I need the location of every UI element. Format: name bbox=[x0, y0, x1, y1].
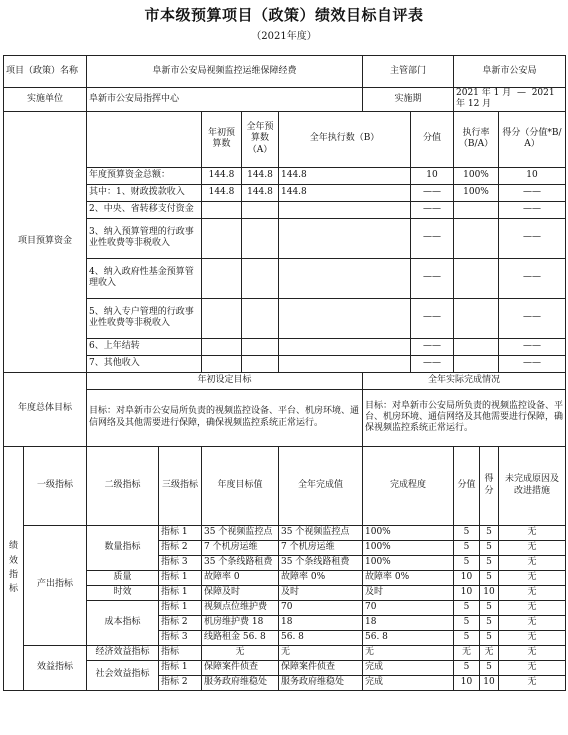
actual-goal-text: 目标：对阜新市公安局所负责的视频监控设备、平台、机房环境、通信网络及其他需要进行保障，确保视频监控系统正常运行。 bbox=[363, 389, 566, 446]
budget-row-label: 其中：1、财政拨款收入 bbox=[87, 184, 202, 201]
indicator-got: 5 bbox=[480, 600, 499, 615]
period-value bbox=[454, 88, 566, 112]
indicator-reason: 无 bbox=[499, 525, 566, 540]
budget-row-label: 年度预算资金总额： bbox=[87, 167, 202, 184]
indicator-level3: 指标 1 bbox=[159, 660, 202, 675]
indicator-got: 5 bbox=[480, 615, 499, 630]
h-level1: 一级指标 bbox=[24, 446, 87, 525]
economic-label: 经济效益指标 bbox=[87, 645, 159, 660]
indicator-got: 10 bbox=[480, 675, 499, 690]
indicator-actual: 及时 bbox=[279, 585, 363, 600]
quality-label: 质量 bbox=[87, 570, 159, 585]
indicator-level3: 指标 1 bbox=[159, 600, 202, 615]
budget-initial: 144.8 bbox=[202, 167, 242, 184]
indicator-degree: 56. 8 bbox=[363, 630, 454, 645]
indicator-actual: 70 bbox=[279, 600, 363, 615]
indicator-got: 5 bbox=[480, 525, 499, 540]
indicator-actual: 18 bbox=[279, 615, 363, 630]
col-executed: 全年执行数（B） bbox=[279, 111, 411, 167]
indicator-reason: 无 bbox=[499, 615, 566, 630]
budget-initial bbox=[202, 258, 242, 298]
indicator-actual: 56. 8 bbox=[279, 630, 363, 645]
indicator-degree: 完成 bbox=[363, 660, 454, 675]
indicator-score: 10 bbox=[454, 675, 480, 690]
indicator-score: 5 bbox=[454, 540, 480, 555]
cost-label: 成本指标 bbox=[87, 600, 159, 645]
dept-label: 主管部门 bbox=[363, 56, 454, 88]
indicator-degree: 100% bbox=[363, 540, 454, 555]
indicator-got: 5 bbox=[480, 660, 499, 675]
h-level2: 二级指标 bbox=[87, 446, 159, 525]
indicator-reason: 无 bbox=[499, 585, 566, 600]
page-title: 市本级预算项目（政策）绩效目标自评表 bbox=[144, 6, 424, 24]
indicator-degree: 70 bbox=[363, 600, 454, 615]
indicator-level3: 指标 2 bbox=[159, 540, 202, 555]
project-name: 阜新市公安局视频监控运维保障经费 bbox=[87, 56, 363, 88]
indicator-reason: 无 bbox=[499, 540, 566, 555]
indicator-level3: 指标 2 bbox=[159, 675, 202, 690]
budget-full: 144.8 bbox=[242, 167, 279, 184]
budget-row-label: 3、纳入预算管理的行政事业性收费等非税收入 bbox=[87, 218, 202, 258]
budget-got: —— bbox=[499, 218, 566, 258]
col-score: 分值 bbox=[411, 111, 454, 167]
indicator-got: 5 bbox=[480, 540, 499, 555]
budget-row-label: 6、上年结转 bbox=[87, 338, 202, 355]
indicator-reason: 无 bbox=[499, 570, 566, 585]
budget-score: —— bbox=[411, 184, 454, 201]
dept-value: 阜新市公安局 bbox=[454, 56, 566, 88]
indicator-score: 10 bbox=[454, 570, 480, 585]
budget-got: —— bbox=[499, 184, 566, 201]
h-reason: 未完成原因及改进措施 bbox=[499, 446, 566, 525]
budget-exec bbox=[279, 355, 411, 372]
budget-row-label: 7、其他收入 bbox=[87, 355, 202, 372]
h-level3: 三级指标 bbox=[159, 446, 202, 525]
indicators-section-label: 绩效指标 bbox=[4, 446, 24, 690]
budget-score: 10 bbox=[411, 167, 454, 184]
planned-goal-text: 目标：对阜新市公安局所负责的视频监控设备、平台、机房环境、通信网络及其他需要进行保障，确保视频监控系统正常运行。 bbox=[87, 389, 363, 446]
col-exec-rate: 执行率（B/A） bbox=[454, 111, 499, 167]
budget-rate bbox=[454, 338, 499, 355]
time-label: 时效 bbox=[87, 585, 159, 600]
indicator-actual: 7 个机房运维 bbox=[279, 540, 363, 555]
indicator-score: 5 bbox=[454, 600, 480, 615]
budget-initial: 144.8 bbox=[202, 184, 242, 201]
budget-full: 144.8 bbox=[242, 184, 279, 201]
indicator-target: 保障案件侦查 bbox=[202, 660, 279, 675]
budget-section-label: 项目预算资金 bbox=[4, 111, 87, 372]
goals-section-label: 年度总体目标 bbox=[4, 372, 87, 446]
budget-score: —— bbox=[411, 201, 454, 218]
planned-goal-header: 年初设定目标 bbox=[87, 372, 363, 389]
indicator-reason: 无 bbox=[499, 660, 566, 675]
indicator-score: 5 bbox=[454, 660, 480, 675]
budget-exec: 144.8 bbox=[279, 167, 411, 184]
budget-exec bbox=[279, 298, 411, 338]
budget-rate bbox=[454, 298, 499, 338]
budget-got: —— bbox=[499, 338, 566, 355]
benefit-label: 效益指标 bbox=[24, 645, 87, 690]
budget-exec bbox=[279, 218, 411, 258]
indicator-score: 无 bbox=[454, 645, 480, 660]
period-start: 2021 年 1 月 bbox=[456, 88, 512, 98]
budget-initial bbox=[202, 218, 242, 258]
indicator-actual: 35 个视频监控点 bbox=[279, 525, 363, 540]
budget-initial bbox=[202, 338, 242, 355]
budget-score: —— bbox=[411, 355, 454, 372]
actual-goal-header: 全年实际完成情况 bbox=[363, 372, 566, 389]
budget-score: —— bbox=[411, 218, 454, 258]
indicator-score: 5 bbox=[454, 630, 480, 645]
indicator-reason: 无 bbox=[499, 600, 566, 615]
indicator-level3: 指标 1 bbox=[159, 570, 202, 585]
project-name-label: 项目（政策）名称 bbox=[4, 56, 87, 88]
indicator-degree: 100% bbox=[363, 555, 454, 570]
indicator-level3: 指标 3 bbox=[159, 555, 202, 570]
indicator-level3: 指标 1 bbox=[159, 525, 202, 540]
budget-rate bbox=[454, 355, 499, 372]
budget-got: —— bbox=[499, 298, 566, 338]
h-got: 得分 bbox=[480, 446, 499, 525]
indicator-degree: 无 bbox=[363, 645, 454, 660]
budget-got: 10 bbox=[499, 167, 566, 184]
indicator-actual: 无 bbox=[279, 645, 363, 660]
budget-full bbox=[242, 298, 279, 338]
indicator-degree: 18 bbox=[363, 615, 454, 630]
budget-score: —— bbox=[411, 258, 454, 298]
indicator-got: 5 bbox=[480, 555, 499, 570]
budget-rate bbox=[454, 201, 499, 218]
indicator-degree: 及时 bbox=[363, 585, 454, 600]
budget-row-label: 2、中央、省转移支付资金 bbox=[87, 201, 202, 218]
unit-label: 实施单位 bbox=[4, 88, 87, 112]
budget-full bbox=[242, 355, 279, 372]
indicator-score: 10 bbox=[454, 585, 480, 600]
indicator-actual: 保障案件侦查 bbox=[279, 660, 363, 675]
indicator-target: 保障及时 bbox=[202, 585, 279, 600]
indicator-level3: 指标 bbox=[159, 645, 202, 660]
indicator-degree: 100% bbox=[363, 525, 454, 540]
h-actual: 全年完成值 bbox=[279, 446, 363, 525]
indicator-target: 机房维护费 18 bbox=[202, 615, 279, 630]
indicator-level3: 指标 2 bbox=[159, 615, 202, 630]
budget-exec bbox=[279, 201, 411, 218]
indicator-target: 故障率 0 bbox=[202, 570, 279, 585]
budget-rate bbox=[454, 218, 499, 258]
indicator-reason: 无 bbox=[499, 555, 566, 570]
indicator-degree: 故障率 0% bbox=[363, 570, 454, 585]
social-label: 社会效益指标 bbox=[87, 660, 159, 690]
col-initial-budget: 年初预算数 bbox=[202, 111, 242, 167]
period-separator: — bbox=[516, 88, 526, 98]
budget-full bbox=[242, 201, 279, 218]
indicator-target: 线路租金 56. 8 bbox=[202, 630, 279, 645]
period-label: 实施期 bbox=[363, 88, 454, 112]
budget-full bbox=[242, 338, 279, 355]
budget-exec bbox=[279, 338, 411, 355]
indicator-level3: 指标 1 bbox=[159, 585, 202, 600]
budget-row-label: 5、纳入专户管理的行政事业性收费等非税收入 bbox=[87, 298, 202, 338]
budget-exec bbox=[279, 258, 411, 298]
h-score: 分值 bbox=[454, 446, 480, 525]
unit-value: 阜新市公安局指挥中心 bbox=[87, 88, 363, 112]
indicator-got: 10 bbox=[480, 585, 499, 600]
indicator-score: 5 bbox=[454, 525, 480, 540]
budget-score: —— bbox=[411, 338, 454, 355]
indicator-target: 服务政府维稳处 bbox=[202, 675, 279, 690]
indicator-target: 视频点位维护费 bbox=[202, 600, 279, 615]
budget-rate: 100% bbox=[454, 184, 499, 201]
budget-got: —— bbox=[499, 355, 566, 372]
evaluation-table bbox=[3, 55, 566, 691]
budget-got: —— bbox=[499, 258, 566, 298]
indicator-reason: 无 bbox=[499, 675, 566, 690]
quantity-label: 数量指标 bbox=[87, 525, 159, 570]
period-end: 2021 年 12 月 bbox=[456, 88, 555, 110]
indicator-score: 5 bbox=[454, 615, 480, 630]
col-got-score: 得分（分值*B/A） bbox=[499, 111, 566, 167]
budget-rate bbox=[454, 258, 499, 298]
indicator-got: 5 bbox=[480, 570, 499, 585]
budget-score: —— bbox=[411, 298, 454, 338]
budget-full bbox=[242, 258, 279, 298]
indicator-actual: 故障率 0% bbox=[279, 570, 363, 585]
indicator-degree: 完成 bbox=[363, 675, 454, 690]
indicator-actual: 35 个条线路租费 bbox=[279, 555, 363, 570]
budget-full bbox=[242, 218, 279, 258]
indicator-target: 35 个条线路租费 bbox=[202, 555, 279, 570]
indicator-level3: 指标 3 bbox=[159, 630, 202, 645]
budget-initial bbox=[202, 201, 242, 218]
h-degree: 完成程度 bbox=[363, 446, 454, 525]
h-target: 年度目标值 bbox=[202, 446, 279, 525]
budget-initial bbox=[202, 298, 242, 338]
indicator-actual: 服务政府维稳处 bbox=[279, 675, 363, 690]
indicator-got: 5 bbox=[480, 630, 499, 645]
page-subtitle: （2021年度） bbox=[251, 31, 317, 42]
budget-exec: 144.8 bbox=[279, 184, 411, 201]
indicator-reason: 无 bbox=[499, 645, 566, 660]
indicator-got: 无 bbox=[480, 645, 499, 660]
indicator-score: 5 bbox=[454, 555, 480, 570]
output-label: 产出指标 bbox=[24, 525, 87, 645]
budget-initial bbox=[202, 355, 242, 372]
indicator-target: 7 个机房运维 bbox=[202, 540, 279, 555]
indicator-target: 无 bbox=[202, 645, 279, 660]
budget-row-label: 4、纳入政府性基金预算管理收入 bbox=[87, 258, 202, 298]
budget-rate: 100% bbox=[454, 167, 499, 184]
indicator-target: 35 个视频监控点 bbox=[202, 525, 279, 540]
budget-got: —— bbox=[499, 201, 566, 218]
col-full-budget: 全年预算数（A） bbox=[242, 111, 279, 167]
indicator-reason: 无 bbox=[499, 630, 566, 645]
